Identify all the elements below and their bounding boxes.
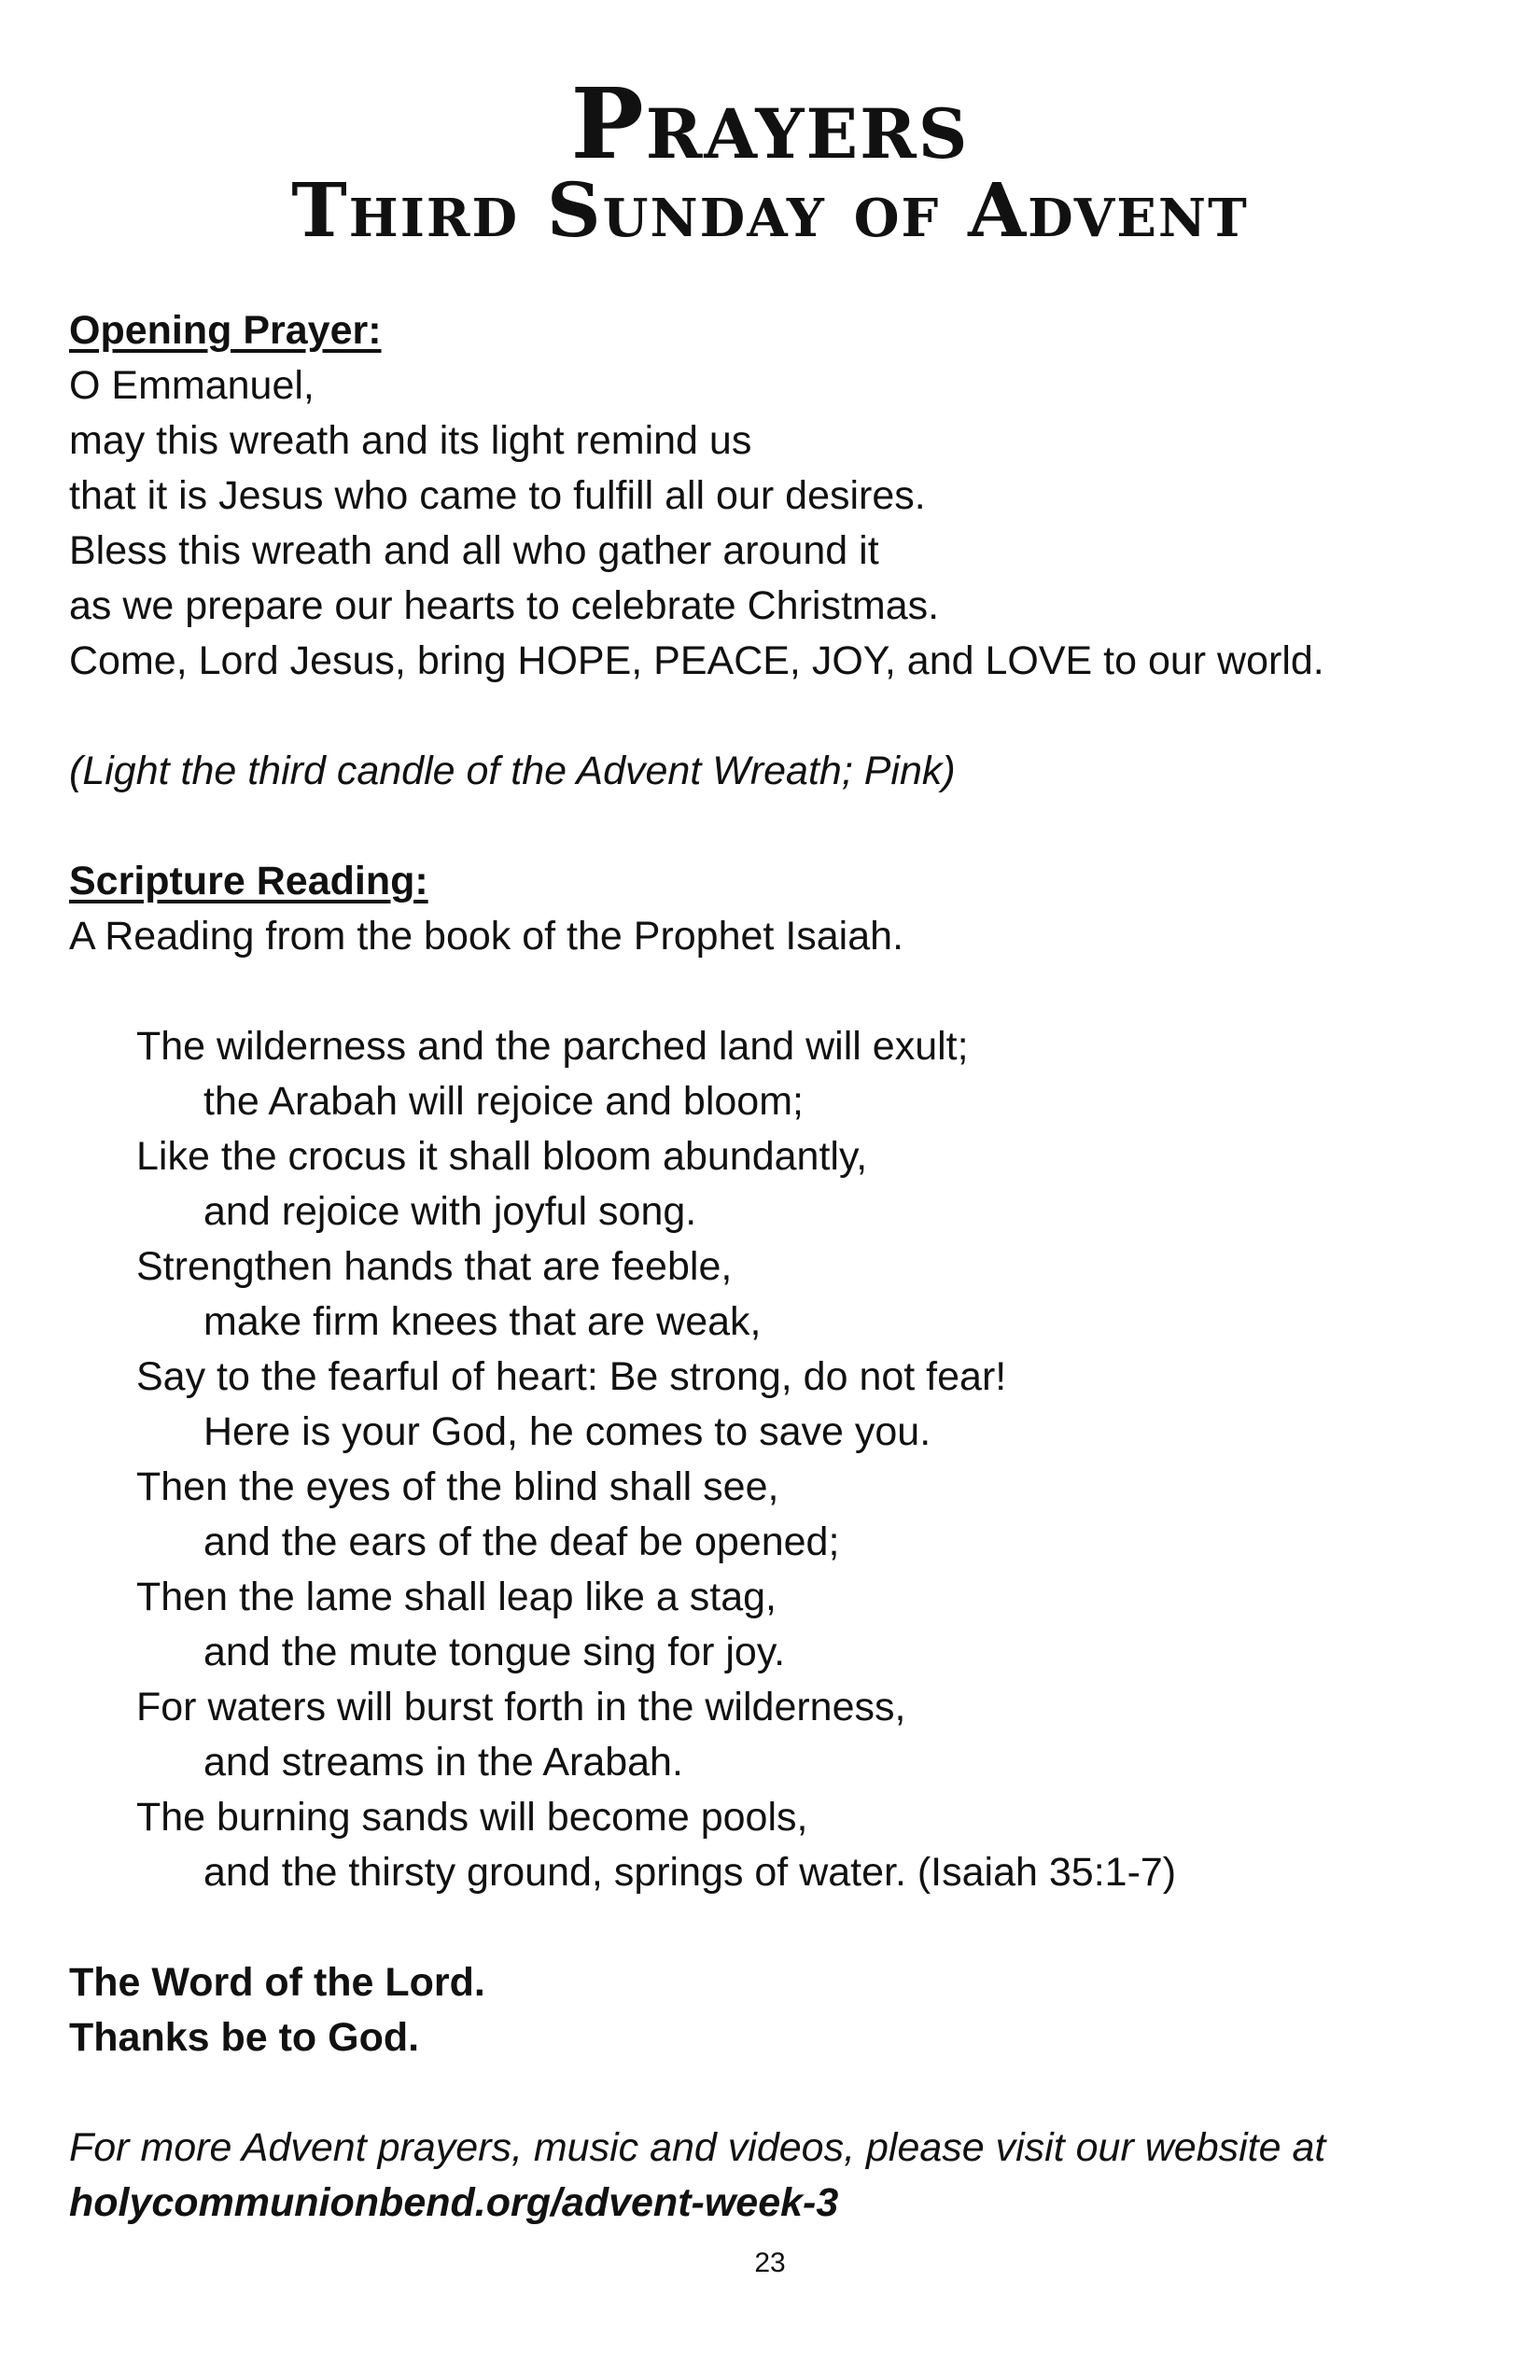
spacer: [69, 1900, 1488, 1955]
response-line: Thanks be to God.: [69, 2015, 420, 2060]
verse-line: and the thirsty ground, springs of water. (Isaiah 35:1-7): [203, 1850, 1177, 1895]
website-link[interactable]: holycommunionbend.org/advent-week-3: [69, 2180, 839, 2225]
page-body: [69, 303, 1488, 2231]
opening-prayer-line: Bless this wreath and all who gather around it: [69, 528, 879, 573]
opening-prayer-heading: Opening Prayer:: [69, 308, 382, 353]
opening-prayer-line: Come, Lord Jesus, bring HOPE, PEACE, JOY, and LOVE to our world.: [69, 638, 1324, 683]
verse-line: The wilderness and the parched land will exult;: [136, 1024, 969, 1069]
verse-line: Then the eyes of the blind shall see,: [136, 1464, 779, 1509]
verse-line: Then the lame shall leap like a stag,: [136, 1575, 777, 1619]
verse-line: Strengthen hands that are feeble,: [136, 1244, 733, 1289]
candle-instruction: (Light the third candle of the Advent Wreath; Pink): [69, 749, 956, 793]
spacer: [69, 689, 1488, 744]
verse-line: Here is your God, he comes to save you.: [203, 1409, 931, 1454]
footer-note: For more Advent prayers, music and videos, please visit our website at: [69, 2125, 1326, 2170]
opening-prayer-line: as we prepare our hearts to celebrate Christmas.: [69, 583, 940, 628]
spacer: [69, 964, 1488, 1019]
opening-prayer-line: O Emmanuel,: [69, 363, 315, 408]
verse-line: Say to the fearful of heart: Be strong, do not fear!: [136, 1354, 1007, 1399]
verse-line: and the mute tongue sing for joy.: [203, 1630, 786, 1674]
verse-line: For waters will burst forth in the wilderness,: [136, 1685, 906, 1729]
spacer: [69, 2065, 1488, 2121]
scripture-heading: Scripture Reading:: [69, 859, 428, 903]
verse-line: and the ears of the deaf be opened;: [203, 1519, 840, 1564]
verse-line: The burning sands will become pools,: [136, 1795, 808, 1840]
verse-line: make firm knees that are weak,: [203, 1299, 762, 1344]
page-title: Prayers: [570, 66, 970, 181]
opening-prayer-line: may this wreath and its light remind us: [69, 418, 752, 463]
verse-line: and rejoice with joyful song.: [203, 1189, 697, 1234]
opening-prayer-line: that it is Jesus who came to fulfill all our desires.: [69, 473, 926, 518]
page-subtitle: Third Sunday of Advent: [291, 166, 1249, 254]
spacer: [69, 799, 1488, 854]
verse-line: Like the crocus it shall bloom abundantly,: [136, 1134, 868, 1179]
page-number: 23: [754, 2247, 786, 2278]
response-line: The Word of the Lord.: [69, 1960, 485, 2005]
verse-line: the Arabah will rejoice and bloom;: [203, 1079, 804, 1124]
scripture-intro: A Reading from the book of the Prophet Isaiah.: [69, 914, 904, 959]
verse-line: and streams in the Arabah.: [203, 1740, 683, 1785]
